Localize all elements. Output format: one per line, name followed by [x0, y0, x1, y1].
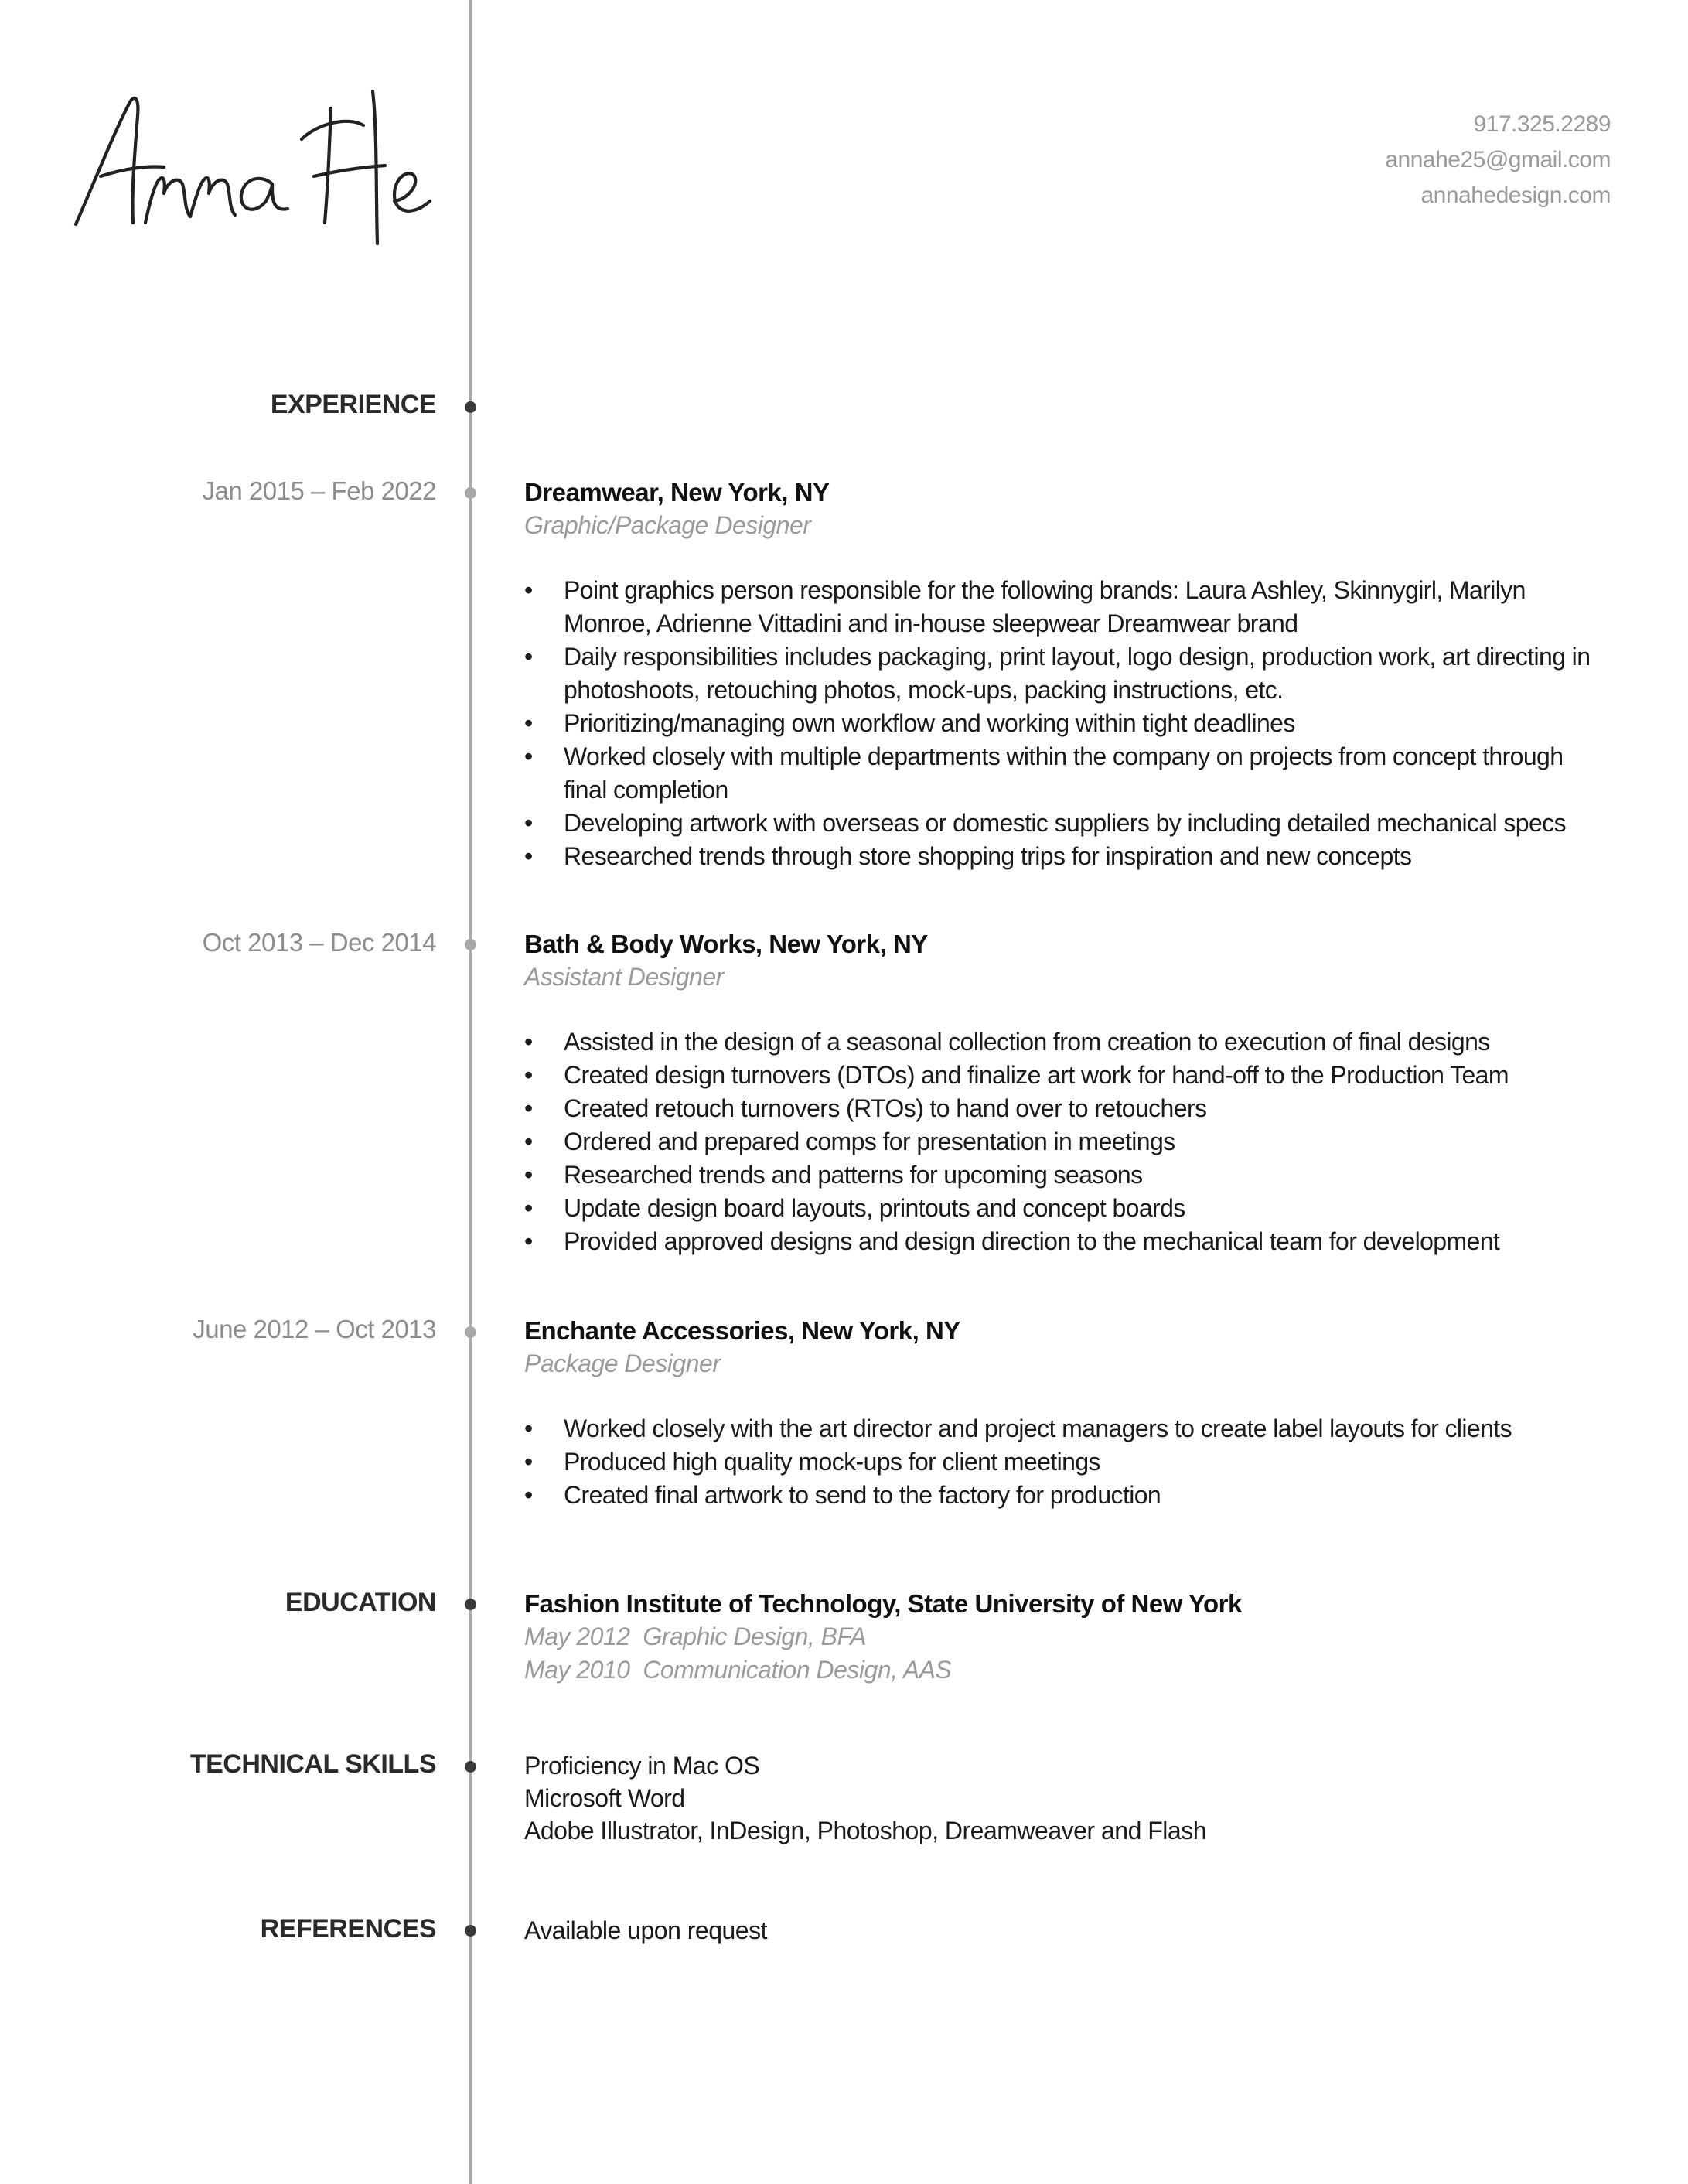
- timeline-dot-experience: [465, 401, 476, 413]
- skill-item: Adobe Illustrator, InDesign, Photoshop, Dreamweaver and Flash: [524, 1817, 1206, 1844]
- bullet-item: • Researched trends through store shopping trips for inspiration and new concepts: [524, 840, 1607, 873]
- skill-item: Proficiency in Mac OS: [524, 1752, 760, 1780]
- bullet-item: • Worked closely with the art director and project managers to create label layouts for clients: [524, 1412, 1607, 1445]
- bullet-icon: •: [524, 576, 533, 604]
- job-entry-3: [524, 1315, 1607, 1512]
- section-label-technical-skills: TECHNICAL SKILLS: [189, 1749, 436, 1779]
- timeline-dot-job-3: [465, 1326, 476, 1338]
- job-bullet-list: [524, 1025, 1607, 1258]
- bullet-item: • Created design turnovers (DTOs) and finalize art work for hand-off to the Production Team: [524, 1059, 1607, 1092]
- bullet-icon: •: [524, 1061, 533, 1089]
- bullet-icon: •: [524, 709, 533, 737]
- job-bullet-list: [524, 574, 1607, 873]
- job-3-dates: June 2012 – Oct 2013: [193, 1315, 436, 1343]
- bullet-item: • Developing artwork with overseas or domestic suppliers by including detailed mechanical specs: [524, 807, 1607, 840]
- bullet-item: • Worked closely with multiple departments within the company on projects from concept through final completion: [524, 740, 1607, 807]
- job-entry-2: [524, 928, 1607, 1258]
- bullet-item: • Update design board layouts, printouts and concept boards: [524, 1192, 1607, 1225]
- timeline-dot-skills: [465, 1761, 476, 1773]
- job-company: Bath & Body Works, New York, NY: [524, 930, 928, 958]
- job-company: Enchante Accessories, New York, NY: [524, 1316, 960, 1345]
- bullet-icon: •: [524, 809, 533, 837]
- email-address[interactable]: annahe25@gmail.com: [1385, 147, 1611, 172]
- bullet-item: • Created final artwork to send to the factory for production: [524, 1479, 1607, 1512]
- job-bullet-list: [524, 1412, 1607, 1512]
- website-link[interactable]: annahedesign.com: [1420, 183, 1611, 208]
- education-entry: [524, 1588, 1607, 1687]
- job-2-dates: Oct 2013 – Dec 2014: [202, 928, 436, 957]
- timeline-dot-references: [465, 1925, 476, 1937]
- bullet-item: • Researched trends and patterns for upcoming seasons: [524, 1159, 1607, 1192]
- bullet-icon: •: [524, 1414, 533, 1442]
- bullet-icon: •: [524, 1448, 533, 1476]
- education-degree: May 2010 Communication Design, AAS: [524, 1656, 952, 1684]
- education-degree: May 2012 Graphic Design, BFA: [524, 1623, 866, 1650]
- skills-list: [524, 1749, 1607, 1847]
- references-text: Available upon request: [524, 1916, 767, 1944]
- job-1-dates: Jan 2015 – Feb 2022: [202, 476, 436, 505]
- bullet-icon: •: [524, 1227, 533, 1255]
- bullet-item: • Assisted in the design of a seasonal collection from creation to execution of final designs: [524, 1025, 1607, 1059]
- skill-item: Microsoft Word: [524, 1784, 685, 1812]
- bullet-icon: •: [524, 643, 533, 671]
- section-label-references: REFERENCES: [260, 1914, 436, 1943]
- references-entry: [524, 1914, 1607, 1947]
- bullet-item: • Point graphics person responsible for the following brands: Laura Ashley, Skinnygirl, Marilyn Monroe, Adrienne Vittadini and in-house sleepwear Dreamwear brand: [524, 574, 1607, 640]
- contact-info: [1385, 107, 1611, 213]
- timeline-dot-job-1: [465, 487, 476, 499]
- signature-name: [70, 85, 433, 251]
- job-entry-1: [524, 476, 1607, 873]
- education-school: Fashion Institute of Technology, State University of New York: [524, 1589, 1242, 1618]
- job-role: Graphic/Package Designer: [524, 511, 811, 539]
- timeline-line: [469, 0, 472, 2184]
- bullet-item: • Created retouch turnovers (RTOs) to hand over to retouchers: [524, 1092, 1607, 1125]
- timeline-dot-education: [465, 1599, 476, 1610]
- section-label-experience: EXPERIENCE: [270, 390, 436, 419]
- signature-drawing: [70, 85, 433, 251]
- section-label-education: EDUCATION: [285, 1588, 436, 1617]
- bullet-icon: •: [524, 742, 533, 770]
- job-role: Package Designer: [524, 1350, 721, 1377]
- bullet-item: • Provided approved designs and design direction to the mechanical team for development: [524, 1225, 1607, 1258]
- job-role: Assistant Designer: [524, 963, 724, 991]
- bullet-icon: •: [524, 1028, 533, 1056]
- bullet-icon: •: [524, 1128, 533, 1155]
- job-company: Dreamwear, New York, NY: [524, 478, 830, 507]
- bullet-item: • Produced high quality mock-ups for client meetings: [524, 1445, 1607, 1479]
- timeline-dot-job-2: [465, 939, 476, 950]
- bullet-icon: •: [524, 1094, 533, 1122]
- bullet-icon: •: [524, 842, 533, 870]
- bullet-icon: •: [524, 1481, 533, 1509]
- bullet-icon: •: [524, 1194, 533, 1222]
- bullet-icon: •: [524, 1161, 533, 1189]
- phone-number[interactable]: 917.325.2289: [1473, 111, 1611, 137]
- bullet-item: • Prioritizing/managing own workflow and working within tight deadlines: [524, 707, 1607, 740]
- bullet-item: • Ordered and prepared comps for presentation in meetings: [524, 1125, 1607, 1159]
- bullet-item: • Daily responsibilities includes packaging, print layout, logo design, production work, art directing in photoshoots, retouching photos, mock-ups, packing instructions, etc.: [524, 640, 1607, 707]
